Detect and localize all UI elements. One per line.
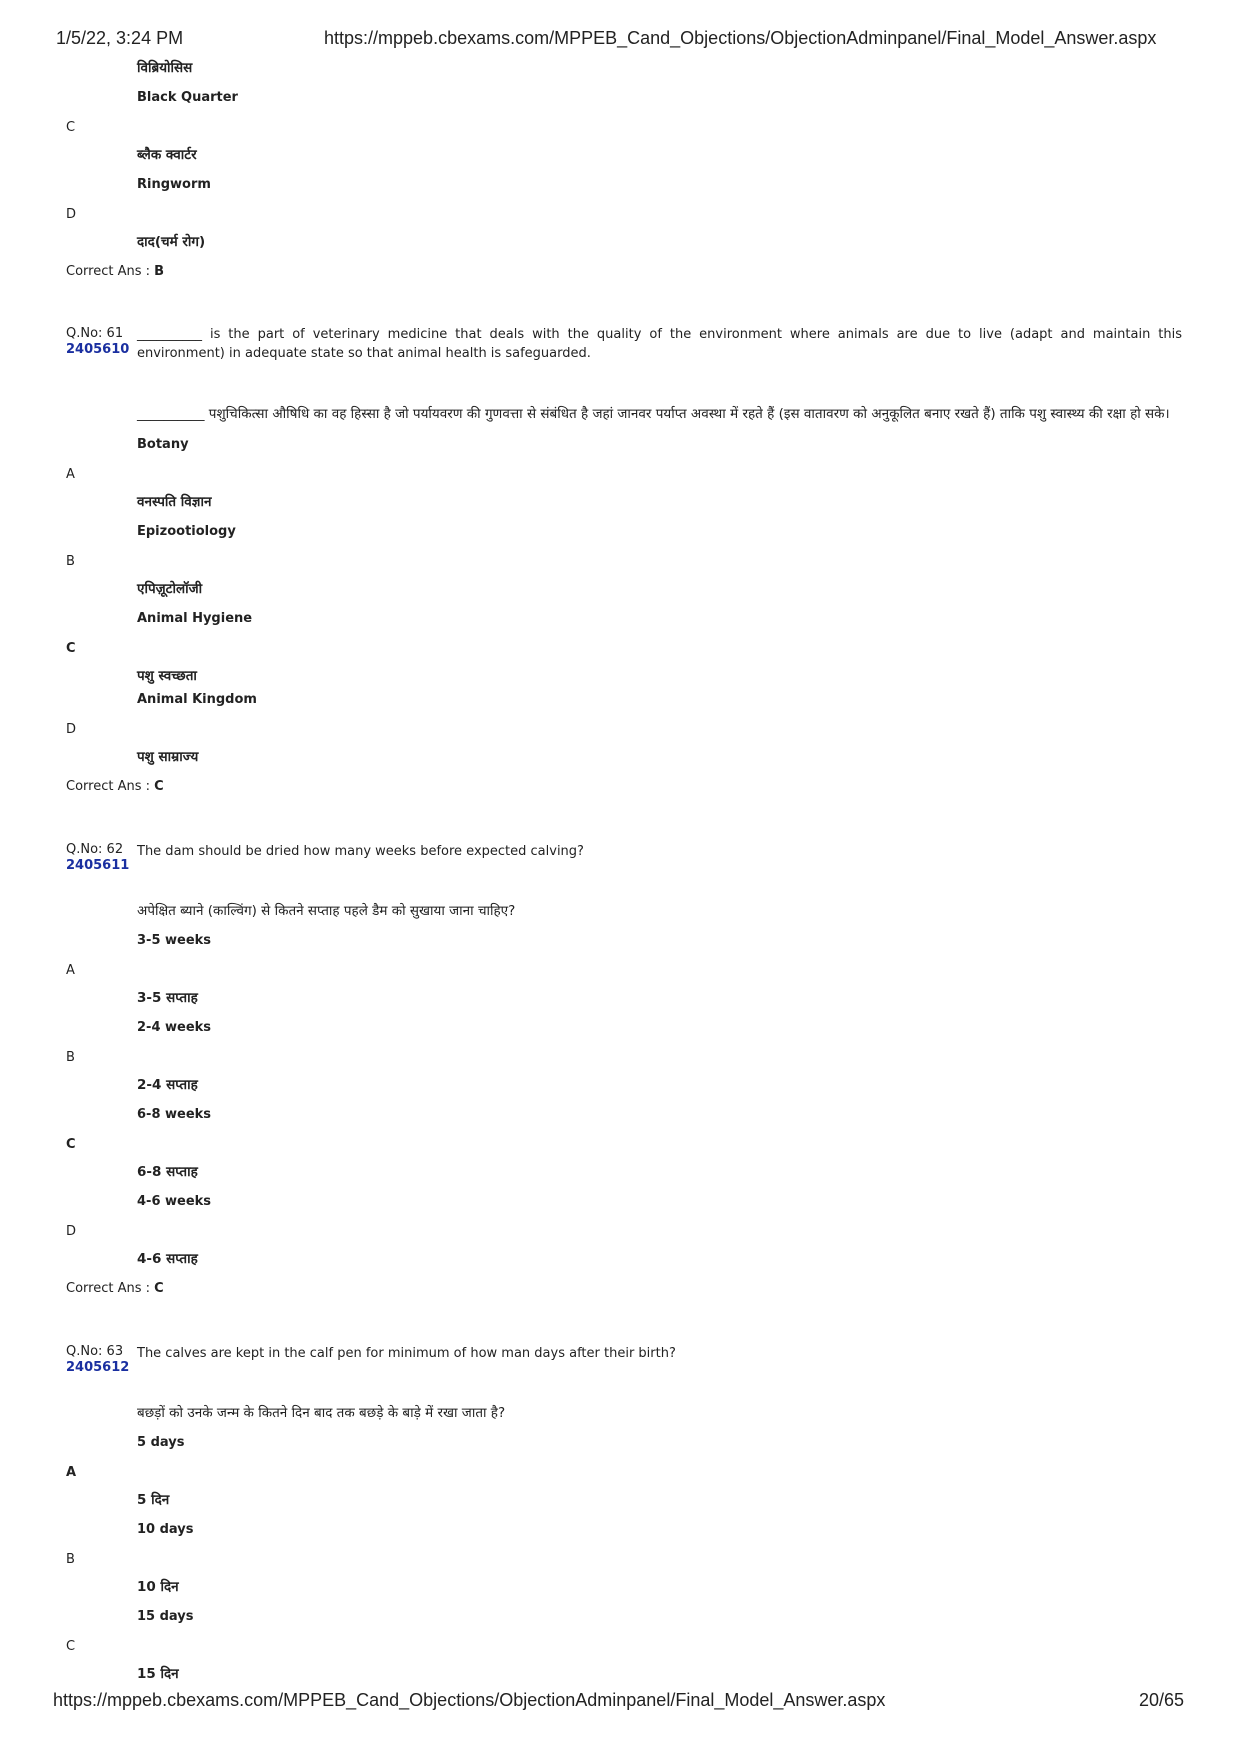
question-text-hindi: __________ पशुचिकित्सा औषिधि का वह हिस्सा है जो पर्यायवरण की गुणवत्ता से संबंधित है जहां जानवर पर्याप्त अवस्था में रहते हैं (इस वातावरण को अनुकूलित बनाए रखते हैं) ताकि पशु स्वास्थ्य की रक्षा हो सके। bbox=[137, 406, 1170, 422]
option-a-english: Botany bbox=[137, 437, 189, 452]
question-id: 2405610 bbox=[66, 342, 130, 357]
option-b-english: Epizootiology bbox=[137, 524, 236, 539]
print-url: https://mppeb.cbexams.com/MPPEB_Cand_Objections/ObjectionAdminpanel/Final_Model_Answer.aspx bbox=[324, 28, 1157, 48]
question-text-english: The dam should be dried how many weeks before expected calving? bbox=[137, 844, 584, 859]
option-a-label: A bbox=[66, 963, 75, 978]
option-a-hindi: 3-5 सप्ताह bbox=[137, 990, 198, 1006]
option-d-hindi: पशु साम्राज्य bbox=[137, 749, 199, 765]
option-d-hindi: दाद(चर्म रोग) bbox=[137, 234, 206, 250]
print-footer bbox=[0, 1690, 1240, 1714]
correct-answer: Correct Ans : C bbox=[66, 1281, 164, 1296]
option-c-hindi: 6-8 सप्ताह bbox=[137, 1164, 198, 1180]
option-b-label: B bbox=[66, 1552, 75, 1567]
question-number: Q.No: 62 bbox=[66, 842, 124, 857]
correct-answer: Correct Ans : C bbox=[66, 779, 164, 794]
option-b-label: B bbox=[66, 554, 75, 569]
option-b-label: B bbox=[66, 1050, 75, 1065]
option-d-label: D bbox=[66, 207, 77, 222]
option-d-english: Animal Kingdom bbox=[137, 692, 257, 707]
option-c-label: C bbox=[66, 641, 76, 656]
print-footer-url: https://mppeb.cbexams.com/MPPEB_Cand_Objections/ObjectionAdminpanel/Final_Model_Answer.aspx bbox=[53, 1690, 886, 1710]
option-c-label: C bbox=[66, 1639, 76, 1654]
question-id: 2405612 bbox=[66, 1360, 130, 1375]
option-c-english: Black Quarter bbox=[137, 90, 238, 105]
option-c-label: C bbox=[66, 120, 76, 135]
option-c-label: C bbox=[66, 1137, 76, 1152]
option-c-english: Animal Hygiene bbox=[137, 611, 253, 626]
print-header bbox=[0, 28, 1240, 52]
option-a-label: A bbox=[66, 1465, 77, 1480]
option-d-label: D bbox=[66, 722, 77, 737]
option-b-english: 2-4 weeks bbox=[137, 1020, 212, 1035]
option-d-english: 4-6 weeks bbox=[137, 1194, 212, 1209]
question-number: Q.No: 61 bbox=[66, 326, 124, 341]
option-b-hindi: 10 दिन bbox=[137, 1579, 179, 1595]
option-b-english: 10 days bbox=[137, 1522, 194, 1537]
option-c-english: 6-8 weeks bbox=[137, 1107, 212, 1122]
correct-answer: Correct Ans : B bbox=[66, 264, 165, 279]
page-number: 20/65 bbox=[1138, 1690, 1184, 1710]
option-a-english: 3-5 weeks bbox=[137, 933, 212, 948]
option-b-hindi: एपिज़ूटोलॉजी bbox=[137, 581, 203, 597]
option-c-hindi: ब्लैक क्वार्टर bbox=[137, 147, 197, 163]
option-a-hindi: वनस्पति विज्ञान bbox=[137, 494, 212, 510]
option-d-hindi: 4-6 सप्ताह bbox=[137, 1251, 198, 1267]
option-a-label: A bbox=[66, 467, 75, 482]
option-d-english: Ringworm bbox=[137, 177, 211, 192]
option-a-hindi: 5 दिन bbox=[137, 1492, 170, 1508]
option-d-label: D bbox=[66, 1224, 77, 1239]
question-text-hindi: अपेक्षित ब्याने (काल्विंग) से कितने सप्ताह पहले डैम को सुखाया जाना चाहिए? bbox=[137, 903, 516, 919]
print-datetime: 1/5/22, 3:24 PM bbox=[56, 28, 184, 48]
option-c-hindi: पशु स्वच्छता bbox=[137, 668, 197, 684]
option-a-english: 5 days bbox=[137, 1435, 185, 1450]
question-id: 2405611 bbox=[66, 858, 130, 873]
option-b-hindi: विब्रियोसिस bbox=[137, 60, 193, 76]
option-b-hindi: 2-4 सप्ताह bbox=[137, 1077, 198, 1093]
question-text-hindi: बछड़ों को उनके जन्म के कितने दिन बाद तक बछड़े के बाड़े में रखा जाता है? bbox=[137, 1405, 506, 1421]
option-c-hindi: 15 दिन bbox=[137, 1666, 179, 1682]
question-number: Q.No: 63 bbox=[66, 1344, 124, 1359]
option-c-english: 15 days bbox=[137, 1609, 194, 1624]
question-text-english: __________ is the part of veterinary medicine that deals with the quality of the environment where animals are due to live (adapt and maintain this environment) in adequate state so that animal health is safeguarded. bbox=[137, 327, 1182, 361]
question-text-english: The calves are kept in the calf pen for minimum of how man days after their birth? bbox=[137, 1346, 676, 1361]
